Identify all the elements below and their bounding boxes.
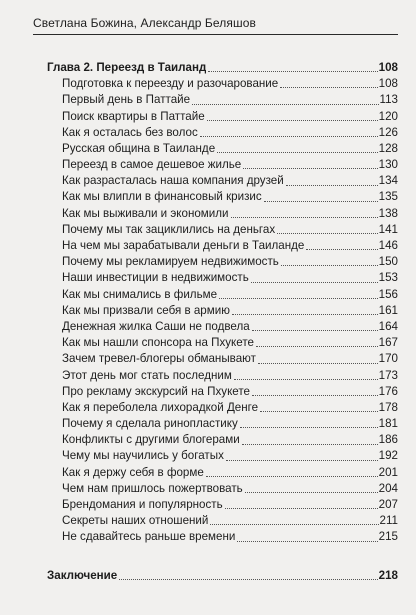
toc-entry-title: Подготовка к переезду и разочарование	[62, 77, 279, 91]
toc-entry-page: 141	[378, 222, 398, 236]
toc-entry-page: 211	[379, 514, 398, 528]
toc-entry-page: 130	[378, 158, 398, 172]
toc-entry-page: 170	[378, 352, 398, 366]
toc-chapter-title: Глава 2. Переезд в Таиланд	[47, 60, 207, 74]
toc-entry	[47, 416, 398, 432]
toc-conclusion-page: 218	[378, 568, 398, 582]
toc-entry	[47, 432, 398, 448]
toc-entry-title: Переезд в самое дешевое жилье	[62, 158, 242, 172]
toc-entry-page: 135	[378, 190, 398, 204]
toc-leader-dots	[306, 249, 377, 250]
toc-entry	[47, 497, 398, 513]
toc-leader-dots	[119, 579, 377, 580]
toc-leader-dots	[260, 411, 378, 412]
toc-entry-page: 138	[378, 206, 398, 220]
toc-entry-page: 153	[378, 271, 398, 285]
toc-entry-page: 181	[378, 417, 398, 431]
toc-entry	[47, 368, 398, 384]
toc-conclusion-title: Заключение	[47, 568, 118, 582]
toc-entry-page: 215	[378, 530, 398, 544]
toc-leader-dots	[237, 541, 377, 542]
toc-entry-title: Как мы влипли в финансовый кризис	[62, 190, 262, 204]
toc-conclusion-entry	[47, 568, 398, 584]
toc-entry-page: 120	[378, 109, 398, 123]
toc-entry-title: Чему мы научились у богатых	[62, 449, 224, 463]
toc-entry-page: 207	[378, 498, 398, 512]
toc-entry	[47, 92, 398, 108]
toc-entry	[47, 254, 398, 270]
toc-entry-title: Этот день мог стать последним	[62, 368, 232, 382]
toc-chapter-page: 108	[378, 60, 398, 74]
toc-entry-title: Как мы снимались в фильме	[62, 287, 218, 301]
table-of-contents	[47, 60, 398, 584]
toc-entry	[47, 351, 398, 367]
toc-entry	[47, 109, 398, 125]
toc-entry	[47, 529, 398, 545]
toc-entry-title: Как мы нашли спонсора на Пхукете	[62, 336, 254, 350]
toc-entry-title: Как я держу себя в форме	[62, 465, 204, 479]
toc-leader-dots	[192, 104, 378, 105]
toc-entry	[47, 319, 398, 335]
toc-entry-page: 146	[378, 239, 398, 253]
toc-entry-title: Брендомания и популярность	[62, 498, 223, 512]
toc-entry	[47, 206, 398, 222]
toc-entry-page: 134	[378, 174, 398, 188]
toc-entry-title: Почему мы так зациклились на деньгах	[62, 222, 276, 236]
toc-entry	[47, 303, 398, 319]
toc-entry	[47, 335, 398, 351]
toc-entry	[47, 287, 398, 303]
toc-entry	[47, 384, 398, 400]
toc-entry-title: Не сдавайтесь раньше времени	[62, 530, 236, 544]
toc-entry-page: 178	[378, 400, 398, 414]
toc-entry-title: Почему я сделала ринопластику	[62, 417, 238, 431]
toc-entry-title: Как мы выживали и экономили	[62, 206, 229, 220]
toc-entry-page: 164	[378, 319, 398, 333]
toc-leader-dots	[242, 444, 378, 445]
toc-entry	[47, 76, 398, 92]
toc-entry-title: Про рекламу экскурсий на Пхукете	[62, 384, 250, 398]
toc-entry-page: 128	[378, 141, 398, 155]
toc-entry	[47, 270, 398, 286]
toc-leader-dots	[277, 233, 378, 234]
toc-leader-dots	[200, 136, 378, 137]
toc-entry-page: 113	[379, 93, 398, 107]
toc-entry-title: Как мы призвали себя в армию	[62, 303, 230, 317]
toc-entry-title: Чем нам пришлось пожертвовать	[62, 481, 243, 495]
toc-entry-title: Наши инвестиции в недвижимость	[62, 271, 249, 285]
toc-entry-title: Почему мы рекламируем недвижимость	[62, 255, 279, 269]
toc-entry	[47, 222, 398, 238]
toc-entry-title: Первый день в Паттайе	[62, 93, 191, 107]
toc-leader-dots	[240, 427, 378, 428]
toc-entry	[47, 449, 398, 465]
toc-entry-title: Денежная жилка Саши не подвела	[62, 319, 250, 333]
toc-entry	[47, 125, 398, 141]
toc-entry	[47, 481, 398, 497]
toc-entry-page: 201	[378, 465, 398, 479]
toc-entry-page: 173	[378, 368, 398, 382]
toc-leader-dots	[252, 330, 378, 331]
toc-entry-page: 204	[378, 481, 398, 495]
toc-leader-dots	[225, 508, 378, 509]
toc-leader-dots	[286, 185, 378, 186]
toc-entry-page: 126	[378, 125, 398, 139]
running-header-text: Светлана Божина, Александр Беляшов	[33, 16, 256, 30]
toc-entry	[47, 513, 398, 529]
toc-chapter-entry	[47, 60, 398, 76]
toc-entry-page: 186	[378, 433, 398, 447]
toc-entry	[47, 157, 398, 173]
toc-leader-dots	[264, 201, 378, 202]
toc-entry	[47, 465, 398, 481]
toc-leader-dots	[256, 346, 378, 347]
toc-entry	[47, 238, 398, 254]
toc-entry-title: Как разрасталась наша компания друзей	[62, 174, 284, 188]
toc-leader-dots	[207, 120, 378, 121]
toc-leader-dots	[258, 363, 378, 364]
toc-entry-page: 161	[378, 303, 398, 317]
toc-leader-dots	[208, 71, 377, 72]
toc-entry-page: 108	[378, 77, 398, 91]
toc-entry-title: Как я переболела лихорадкой Денге	[62, 400, 259, 414]
toc-entry-title: Секреты наших отношений	[62, 514, 209, 528]
toc-entry	[47, 141, 398, 157]
toc-leader-dots	[231, 217, 378, 218]
toc-entry-page: 176	[378, 384, 398, 398]
toc-entry-title: Русская община в Таиланде	[62, 141, 216, 155]
toc-leader-dots	[234, 379, 378, 380]
toc-leader-dots	[251, 282, 378, 283]
toc-leader-dots	[280, 87, 377, 88]
toc-leader-dots	[281, 265, 378, 266]
toc-entry-title: Как я осталась без волос	[62, 125, 198, 139]
toc-entry-title: Поиск квартиры в Паттайе	[62, 109, 205, 123]
toc-entry-title: На чем мы зарабатывали деньги в Таиланде	[62, 239, 305, 253]
toc-leader-dots	[243, 168, 377, 169]
toc-entry	[47, 173, 398, 189]
toc-leader-dots	[245, 492, 378, 493]
toc-entry-page: 156	[378, 287, 398, 301]
toc-entry	[47, 400, 398, 416]
toc-leader-dots	[210, 524, 378, 525]
toc-entry-title: Зачем тревел-блогеры обманывают	[62, 352, 256, 366]
toc-leader-dots	[217, 152, 378, 153]
running-header	[33, 12, 398, 35]
toc-entry-page: 150	[378, 255, 398, 269]
toc-spacer	[47, 546, 398, 568]
toc-entry	[47, 190, 398, 206]
toc-entry-page: 167	[378, 336, 398, 350]
toc-entry-list	[47, 76, 398, 545]
toc-entry-page: 192	[378, 449, 398, 463]
toc-leader-dots	[252, 395, 378, 396]
toc-leader-dots	[226, 460, 378, 461]
toc-leader-dots	[232, 314, 378, 315]
toc-leader-dots	[219, 298, 378, 299]
toc-leader-dots	[206, 476, 378, 477]
toc-entry-title: Конфликты с другими блогерами	[62, 433, 240, 447]
